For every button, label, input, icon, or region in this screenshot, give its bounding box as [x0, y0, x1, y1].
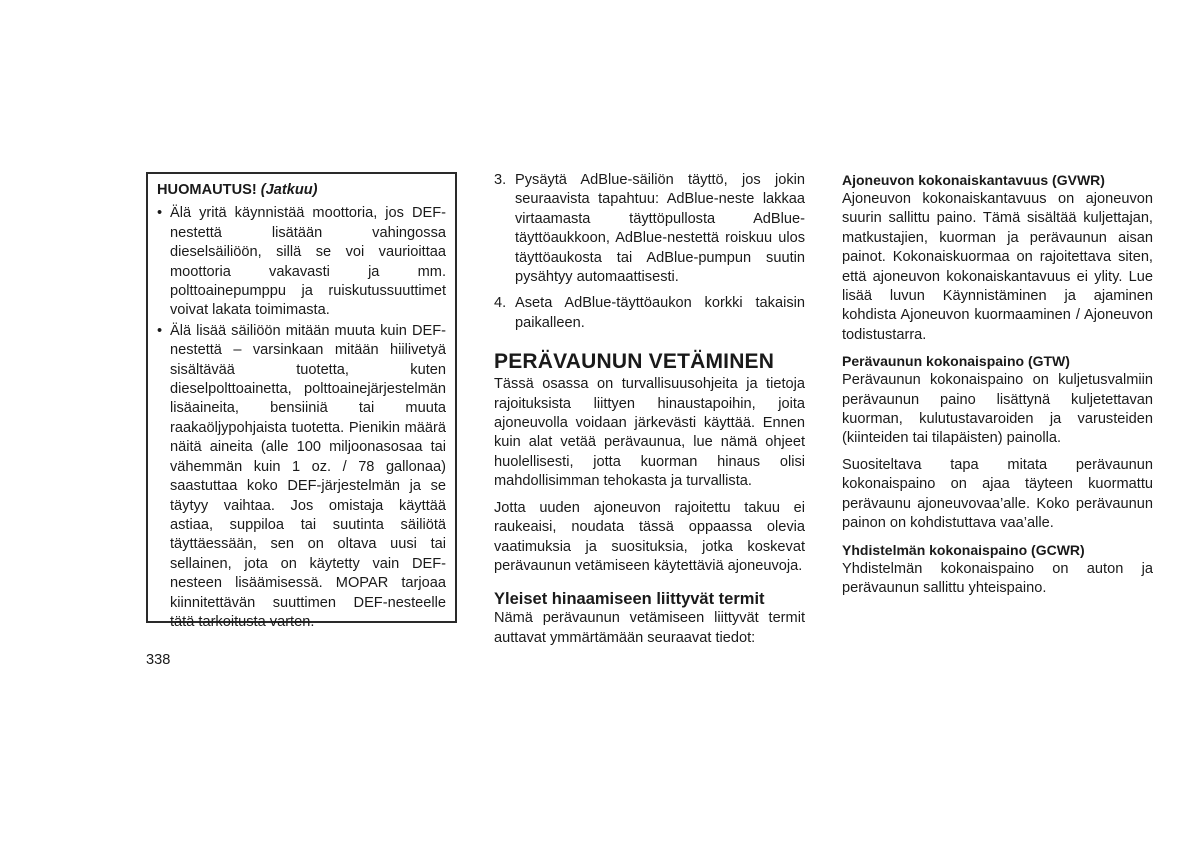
term-heading: Perävaunun kokonaispaino (GTW) — [842, 353, 1070, 370]
column-middle — [494, 171, 805, 655]
step-text: Pysäytä AdBlue-säiliön täyttö, jos jokin seuraavista tapahtuu: AdBlue-neste lakkaa virtaamasta täyttöpullosta AdBlue-täyttöaukkoon, AdBlue-nestettä roiskuu ulos täyttöaukosta tai AdBlue-pumpun suutin pysähtyy automaattisesti. — [515, 172, 805, 286]
section-paragraph: Tässä osassa on turvallisuusohjeita ja tietoja rajoituksista liittyen hinaustapoihin, joita ajoneuvolla voidaan järkevästi käyttää. Ennen kuin alat vetää perävaunua, lue nämä ohjeet huolellisesti, jotta kuorman hinaus olisi mahdollisimman tehokasta ja turvallista. — [494, 376, 805, 490]
section-paragraph: Jotta uuden ajoneuvon rajoitettu takuu ei raukeaisi, noudata tässä oppaassa olevia vaatimuksia ja suosituksia, jotka koskevat perävaunun vetämiseen käytettäviä ajoneuvoja. — [494, 499, 805, 574]
step-item — [494, 294, 805, 333]
note-bullet-item — [157, 322, 446, 633]
term-heading: Yhdistelmän kokonaispaino (GCWR) — [842, 541, 1085, 558]
term-text: Yhdistelmän kokonaispaino on auton ja perävaunun sallittu yhteispaino. — [842, 560, 1153, 596]
term-text: Suositeltava tapa mitata perävaunun kokonaispaino on ajaa täyteen kuormattu perävaunu ajoneuvovaa’alle. Koko perävaunun painon on kohdistuttava vaa’alle. — [842, 456, 1153, 532]
step-item — [494, 171, 805, 287]
note-bullet-text: Älä lisää säiliöön mitään muuta kuin DEF-nestettä – varsinkaan mitään hiilivetyä sisältävää tuotetta, kuten dieselpolttoainetta, polttoainejärjestelmän lisäaineita, bensiiniä tai muuta raakaöljypohjaista tuotetta. Pienikin määrä näitä aineita (alle 100 miljoonasosaa tai vähemmän kuin 1 oz. / 78 gallonaa) saastuttaa koko DEF-järjestelmän ja se täytyy vaihtaa. Jos omistaja käyttää astiaa, suppiloa tai suutinta säiliötä täyttäessään, sen on oltava uusi tai sellainen, jota on käytetty vain DEF-nesteen lisäämisessä. MOPAR tarjoaa kiinnitettävän suuttimen DEF-nesteelle tätä tarkoitusta varten. — [170, 322, 446, 630]
note-title — [157, 181, 446, 200]
step-number: 4. — [494, 295, 507, 312]
section-heading: PERÄVAUNUN VETÄMINEN — [494, 350, 775, 374]
step-text: Aseta AdBlue-täyttöaukon korkki takaisin paikalleen. — [515, 295, 805, 331]
bullet-icon: • — [157, 205, 163, 222]
term-block — [842, 456, 1153, 534]
term-text: Ajoneuvon kokonaiskantavuus on ajoneuvon suurin sallittu paino. Tämä sisältää kuljettajan, matkustajien, kuorman ja perävaunun aisan painot. Kokonaiskuormaa on rajoitettava siten, että ajoneuvon kokonaiskantavuus ei ylity. Lue lisää luvun Käynnistäminen ja ajaminen kohdista Ajoneuvon kuormaaminen / Ajoneuvon todistustarra. — [842, 191, 1153, 343]
warning-note-box — [146, 172, 457, 630]
sub-paragraph: Nämä perävaunun vetämiseen liittyvät termit auttavat ymmärtämään seuraavat tiedot: — [494, 610, 805, 646]
term-block — [842, 171, 1153, 345]
term-heading: Ajoneuvon kokonaiskantavuus (GVWR) — [842, 172, 1105, 188]
note-bullet-text: Älä yritä käynnistää moottoria, jos DEF-nestettä lisätään vahingossa dieselsäiliöön, sillä se voi vaurioittaa moottoria vakavasti ja mm. polttoainepumppu ja ruiskutussuuttimet voivat lakata toimimasta. — [170, 205, 446, 319]
column-right — [842, 171, 1153, 605]
term-block — [842, 352, 1153, 449]
note-title-label: HUOMAUTUS! — [157, 182, 257, 198]
term-block — [842, 541, 1153, 599]
note-bullet-item — [157, 204, 446, 320]
page-number: 338 — [146, 652, 171, 668]
bullet-icon: • — [157, 322, 163, 339]
step-number: 3. — [494, 172, 507, 188]
note-title-continued: (Jatkuu) — [260, 182, 318, 198]
term-text: Perävaunun kokonaispaino on kuljetusvalmiin perävaunun paino lisättynä kuljetettavan kuorman, kulutustavaroiden ja varusteiden (kiinteiden tai tilapäisten) painolla. — [842, 372, 1153, 447]
sub-heading: Yleiset hinaamiseen liittyvät termit — [494, 590, 765, 609]
